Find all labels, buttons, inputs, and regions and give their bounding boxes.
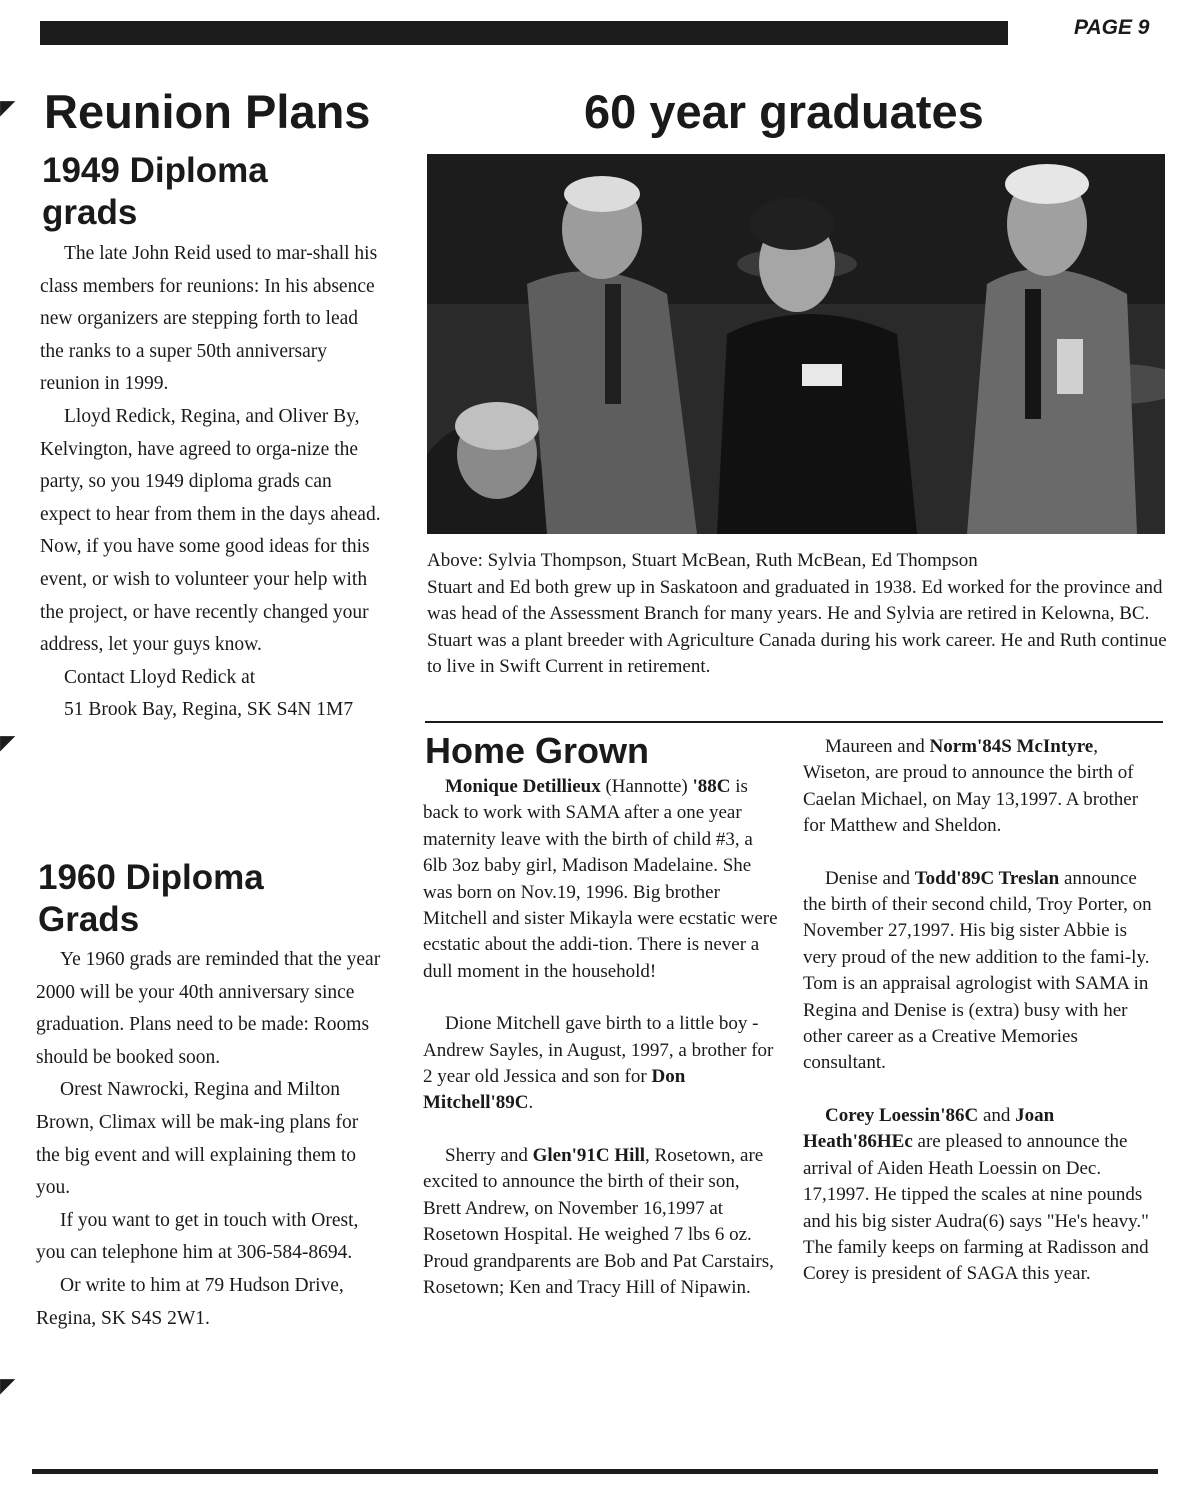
birth-announcement: Monique Detillieux (Hannotte) '88C is back to work with SAMA after a one year maternity leave with the birth of child #3, a 6lb 3oz baby girl, Madison Madelaine. She was born on Nov.19, 1996. Big brother Mitchell and sister Mikayla were ecstatic were ecstatic about the addi-tion. There is never a dull moment in the household! bbox=[423, 776, 778, 982]
home-grown-column-2 bbox=[803, 734, 1158, 1314]
section-1949-body bbox=[40, 238, 385, 727]
section-divider bbox=[425, 721, 1163, 723]
paragraph: Orest Nawrocki, Regina and Milton Brown, Climax will be mak-ing plans for the big event and will explaining them to you. bbox=[36, 1079, 359, 1199]
photo-illustration bbox=[427, 154, 1165, 534]
binder-mark-icon: ◤ bbox=[0, 732, 16, 754]
paragraph: Lloyd Redick, Regina, and Oliver By, Kelvington, have agreed to orga-nize the party, so you 1949 diploma grads can expect to hear from them in the days ahead. Now, if you have some good ideas for this event, or wish to volunteer your help with the project, or have recently changed your address, let your guys know. bbox=[40, 405, 381, 656]
birth-announcement: Dione Mitchell gave birth to a little boy - Andrew Sayles, in August, 1997, a brother for 2 year old Jessica and son for Don Mitchell'89C. bbox=[423, 1013, 774, 1114]
binder-mark-icon: ◤ bbox=[0, 97, 16, 119]
paragraph: Contact Lloyd Redick at bbox=[64, 666, 256, 688]
header-bar bbox=[40, 21, 1008, 45]
footer-bar bbox=[32, 1469, 1158, 1474]
section-1960-body bbox=[36, 944, 381, 1335]
home-grown-heading: Home Grown bbox=[425, 730, 650, 771]
section-1949-title: 1949 Diploma grads bbox=[42, 151, 268, 232]
paragraph: 51 Brook Bay, Regina, SK S4N 1M7 bbox=[64, 699, 354, 721]
graduates-photo bbox=[427, 154, 1165, 534]
section-1960-title: 1960 Diploma Grads bbox=[38, 858, 264, 939]
birth-announcement: Denise and Todd'89C Treslan announce the birth of their second child, Troy Porter, on November 27,1997. His big sister Abbie is very proud of the new addition to the fami-ly. Tom is an appraisal agrologist with SAMA in Regina and Denise is (extra) busy with her other career as a Creative Memories consultant. bbox=[803, 867, 1152, 1074]
photo-caption bbox=[427, 548, 1167, 681]
home-grown-column-1 bbox=[423, 774, 778, 1327]
birth-announcement: Maureen and Norm'84S McIntyre, Wiseton, are proud to announce the birth of Caelan Michael, on May 13,1997. A brother for Matthew and Sheldon. bbox=[803, 736, 1139, 837]
birth-announcement: Corey Loessin'86C and Joan Heath'86HEc are pleased to announce the arrival of Aiden Heath Loessin on Dec. 17,1997. He tipped the scales at nine pounds and his big sister Audra(6) says "He's heavy." The family keeps on farming at Radisson and Corey is president of SAGA this year. bbox=[803, 1104, 1149, 1285]
binder-mark-icon: ◤ bbox=[0, 1375, 16, 1397]
caption-body: Stuart and Ed both grew up in Saskatoon and graduated in 1938. Ed worked for the province and was head of the Assessment Branch for many years. He and Sylvia are retired in Kelowna, BC. Stuart was a plant breeder with Agriculture Canada during his work career. He and Ruth continue to live in Swift Current in retirement. bbox=[427, 576, 1167, 677]
paragraph: Ye 1960 grads are reminded that the year 2000 will be your 40th anniversary since graduation. Plans need to be made: Rooms should be booked soon. bbox=[36, 949, 381, 1068]
caption-names: Above: Sylvia Thompson, Stuart McBean, Ruth McBean, Ed Thompson bbox=[427, 550, 978, 571]
paragraph: If you want to get in touch with Orest, you can telephone him at 306-584-8694. bbox=[36, 1209, 359, 1264]
reunion-plans-heading: Reunion Plans bbox=[44, 85, 371, 138]
paragraph: The late John Reid used to mar-shall his class members for reunions: In his absence new organizers are stepping forth to lead the ranks to a super 50th anniversary reunion in 1999. bbox=[40, 243, 378, 395]
graduates-heading: 60 year graduates bbox=[584, 85, 984, 138]
page-number: PAGE 9 bbox=[1074, 16, 1150, 39]
birth-announcement: Sherry and Glen'91C Hill, Rosetown, are excited to announce the birth of their son, Brett Andrew, on November 16,1997 at Rosetown Hospital. He weighed 7 lbs 6 oz. Proud grandparents are Bob and Pat Carstairs, Rosetown; Ken and Tracy Hill of Nipawin. bbox=[423, 1144, 774, 1298]
paragraph: Or write to him at 79 Hudson Drive, Regina, SK S4S 2W1. bbox=[36, 1274, 344, 1329]
